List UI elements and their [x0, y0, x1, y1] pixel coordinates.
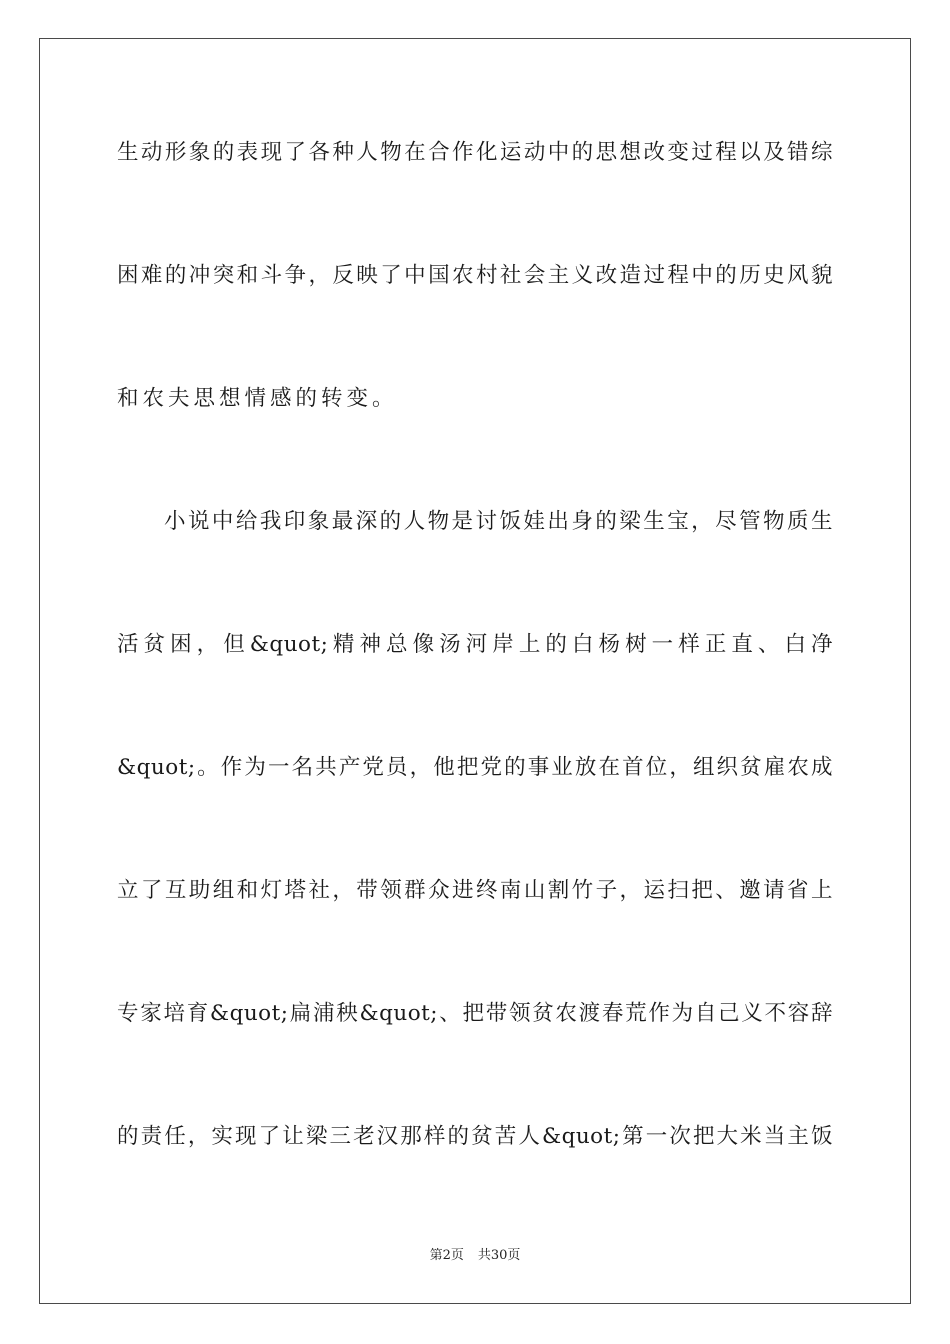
page-number: 第2页 — [429, 1248, 464, 1263]
body-text-line: 生动形象的表现了各种人物在合作化运动中的思想改变过程以及错综 — [117, 140, 833, 165]
page-total: 共30页 — [477, 1248, 521, 1263]
page-footer — [0, 1247, 950, 1265]
body-text-line: 和农夫思想情感的转变。 — [117, 386, 398, 411]
body-text-line: 的责任，实现了让梁三老汉那样的贫苦人&quot;第一次把大米当主饭 — [117, 1124, 833, 1149]
body-text-line: 活贫困，但&quot;精神总像汤河岸上的白杨树一样正直、白净 — [117, 632, 833, 657]
body-text-line: 立了互助组和灯塔社，带领群众进终南山割竹子，运扫把、邀请省上 — [117, 878, 833, 903]
page-border — [39, 38, 911, 1304]
body-text-line: 专家培育&quot;扁浦秧&quot;、把带领贫农渡春荒作为自己义不容辞 — [117, 1001, 833, 1026]
paragraph-first-line: 小说中给我印象最深的人物是讨饭娃出身的梁生宝，尽管物质生 — [164, 509, 833, 534]
body-text-line: 困难的冲突和斗争，反映了中国农村社会主义改造过程中的历史风貌 — [117, 263, 833, 288]
body-text-line: &quot;。作为一名共产党员，他把党的事业放在首位，组织贫雇农成 — [117, 755, 833, 780]
